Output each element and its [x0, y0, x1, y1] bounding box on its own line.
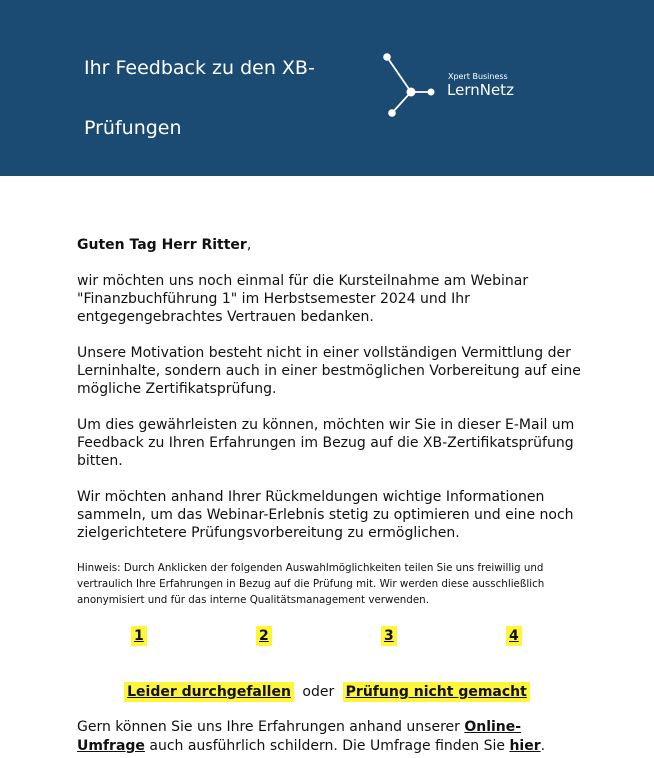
privacy-hint: Hinweis: Durch Anklicken der folgenden Auswahlmöglichkeiten teilen Sie uns freiwillig und vertraulich Ihre Erfahrungen in Bezug auf die Prüfung mit. Wir werden diese ausschließlich anonymisiert und für das interne Qualitätsmanagement verwenden. — [77, 562, 545, 606]
failed-exam-link[interactable]: Leider durchgefallen — [124, 682, 294, 702]
header-title-line1: Ihr Feedback zu den XB- — [84, 57, 315, 79]
rating-option-1[interactable]: 1 — [131, 626, 147, 646]
survey-invitation — [77, 718, 577, 756]
rating-option-4[interactable]: 4 — [506, 626, 522, 646]
rating-option-3[interactable]: 3 — [381, 626, 397, 646]
header-title — [84, 38, 374, 158]
logo-subtitle: Xpert Business — [448, 72, 508, 81]
logo-name: LernNetz — [447, 81, 514, 99]
survey-here-link[interactable]: hier — [509, 738, 541, 754]
exam-status-options — [0, 682, 654, 702]
greeting-comma: , — [246, 237, 252, 253]
email-header-banner — [0, 0, 654, 176]
paragraph-thanks: wir möchten uns noch einmal für die Kursteilnahme am Webinar "Finanzbuchführung 1" im Herbstsemester 2024 und Ihr entgegengebrachtes Vertrauen bedanken. — [77, 273, 529, 325]
lernnetz-logo-icon — [378, 48, 448, 120]
online-survey-link[interactable]: Online-Umfrage — [77, 719, 522, 754]
exam-not-taken-link[interactable]: Prüfung nicht gemacht — [343, 682, 530, 702]
paragraph-feedback-request: Um dies gewährleisten zu können, möchten wir Sie in dieser E-Mail um Feedback zu Ihren Erfahrungen im Bezug auf die XB-Zertifikatsprüfung bitten. — [77, 417, 575, 469]
paragraph-motivation: Unsere Motivation besteht nicht in einer vollständigen Vermittlung der Lerninhalte, sondern auch in einer bestmöglichen Vorbereitung auf eine mögliche Zertifikatsprüfung. — [77, 345, 581, 397]
survey-text-before: Gern können Sie uns Ihre Erfahrungen anhand unserer — [77, 719, 465, 735]
rating-option-2[interactable]: 2 — [256, 626, 272, 646]
email-body — [77, 236, 587, 608]
header-title-line2: Prüfungen — [84, 117, 182, 139]
greeting — [77, 236, 587, 254]
paragraph-goal: Wir möchten anhand Ihrer Rückmeldungen wichtige Informationen sammeln, um das Webinar-Erlebnis stetig zu optimieren und eine noch zielgerichtetere Prüfungsvorbereitung zu ermöglichen. — [77, 489, 574, 541]
greeting-name: Guten Tag Herr Ritter — [77, 237, 247, 253]
survey-text-middle: auch ausführlich schildern. Die Umfrage finden Sie — [144, 738, 510, 754]
survey-text-end: . — [540, 738, 546, 754]
rating-options — [77, 626, 587, 648]
choice-separator: oder — [302, 684, 335, 700]
